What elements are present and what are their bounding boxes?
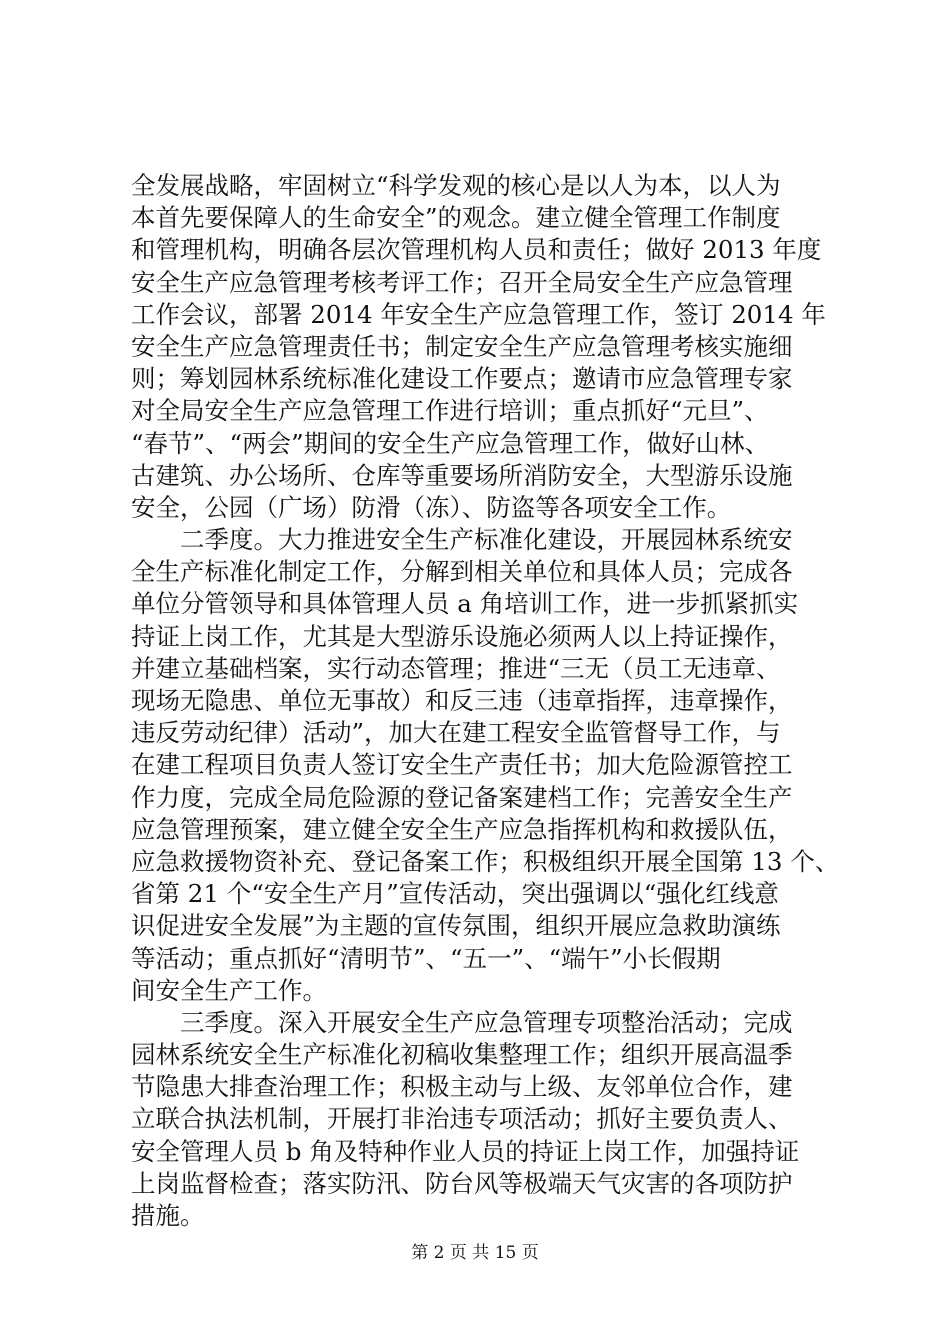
document-body [131, 170, 840, 1232]
text-line: 安全生产应急管理责任书；制定安全生产应急管理考核实施细 [131, 331, 793, 361]
text-line: 上岗监督检查；落实防汛、防台风等极端天气灾害的各项防护 [131, 1168, 793, 1198]
text-line: 安全生产应急管理考核考评工作；召开全局安全生产应急管理 [131, 267, 793, 297]
text-line: 节隐患大排查治理工作；积极主动与上级、友邻单位合作，建 [131, 1072, 793, 1102]
text-line: 违反劳动纪律）活动”，加大在建工程安全监管督导工作，与 [131, 718, 781, 748]
text-line: 本首先要保障人的生命安全”的观念。建立健全管理工作制度 [131, 203, 781, 233]
text-line: 在建工程项目负责人签订安全生产责任书；加大危险源管控工 [131, 750, 793, 780]
text-line: 持证上岗工作，尤其是大型游乐设施必须两人以上持证操作， [131, 621, 793, 651]
text-line: 识促进安全发展”为主题的宣传氛围，组织开展应急救助演练 [131, 911, 781, 941]
text-line: 间安全生产工作。 [131, 975, 327, 1005]
text-line: 三季度。深入开展安全生产应急管理专项整治活动；完成 [131, 1007, 793, 1037]
text-line: 安全管理人员 b 角及特种作业人员的持证上岗工作，加强持证 [131, 1136, 800, 1166]
text-line: 应急救援物资补充、登记备案工作；积极组织开展全国第 13 个、 [131, 846, 840, 876]
text-line: 工作会议，部署 2014 年安全生产应急管理工作，签订 2014 年 [131, 299, 826, 329]
text-line: 省第 21 个“安全生产月”宣传活动，突出强调以“强化红线意 [131, 879, 779, 909]
text-line: 古建筑、办公场所、仓库等重要场所消防安全，大型游乐设施 [131, 460, 793, 490]
text-line: 单位分管领导和具体管理人员 a 角培训工作，进一步抓紧抓实 [131, 589, 799, 619]
text-line: 并建立基础档案，实行动态管理；推进“三无（员工无违章、 [131, 653, 781, 683]
text-line: 对全局安全生产应急管理工作进行培训；重点抓好“元旦”、 [131, 396, 769, 426]
text-line: 安全，公园（广场）防滑（冻）、防盗等各项安全工作。 [131, 492, 732, 522]
text-line: 应急管理预案，建立健全安全生产应急指挥机构和救援队伍， [131, 814, 793, 844]
text-line: “春节”、“两会”期间的安全生产应急管理工作，做好山林、 [131, 428, 770, 458]
text-line: 全生产标准化制定工作，分解到相关单位和具体人员；完成各 [131, 557, 793, 587]
text-line: 立联合执法机制，开展打非治违专项活动；抓好主要负责人、 [131, 1104, 793, 1134]
text-line: 园林系统安全生产标准化初稿收集整理工作；组织开展高温季 [131, 1040, 793, 1070]
page-number: 第 2 页 共 15 页 [411, 1243, 539, 1263]
page-footer [0, 1243, 950, 1263]
text-line: 等活动；重点抓好“清明节”、“五一”、“端午”小长假期 [131, 943, 721, 973]
text-line: 现场无隐患、单位无事故）和反三违（违章指挥，违章操作， [131, 686, 793, 715]
text-line: 和管理机构，明确各层次管理机构人员和责任；做好 2013 年度 [131, 235, 822, 265]
text-line: 措施。 [131, 1201, 205, 1230]
text-line: 全发展战略，牢固树立“科学发观的核心是以人为本，以人为 [131, 171, 781, 200]
text-line: 二季度。大力推进安全生产标准化建设，开展园林系统安 [131, 525, 793, 555]
text-line: 则；筹划园林系统标准化建设工作要点；邀请市应急管理专家 [131, 364, 793, 394]
text-line: 作力度，完成全局危险源的登记备案建档工作；完善安全生产 [131, 782, 793, 812]
